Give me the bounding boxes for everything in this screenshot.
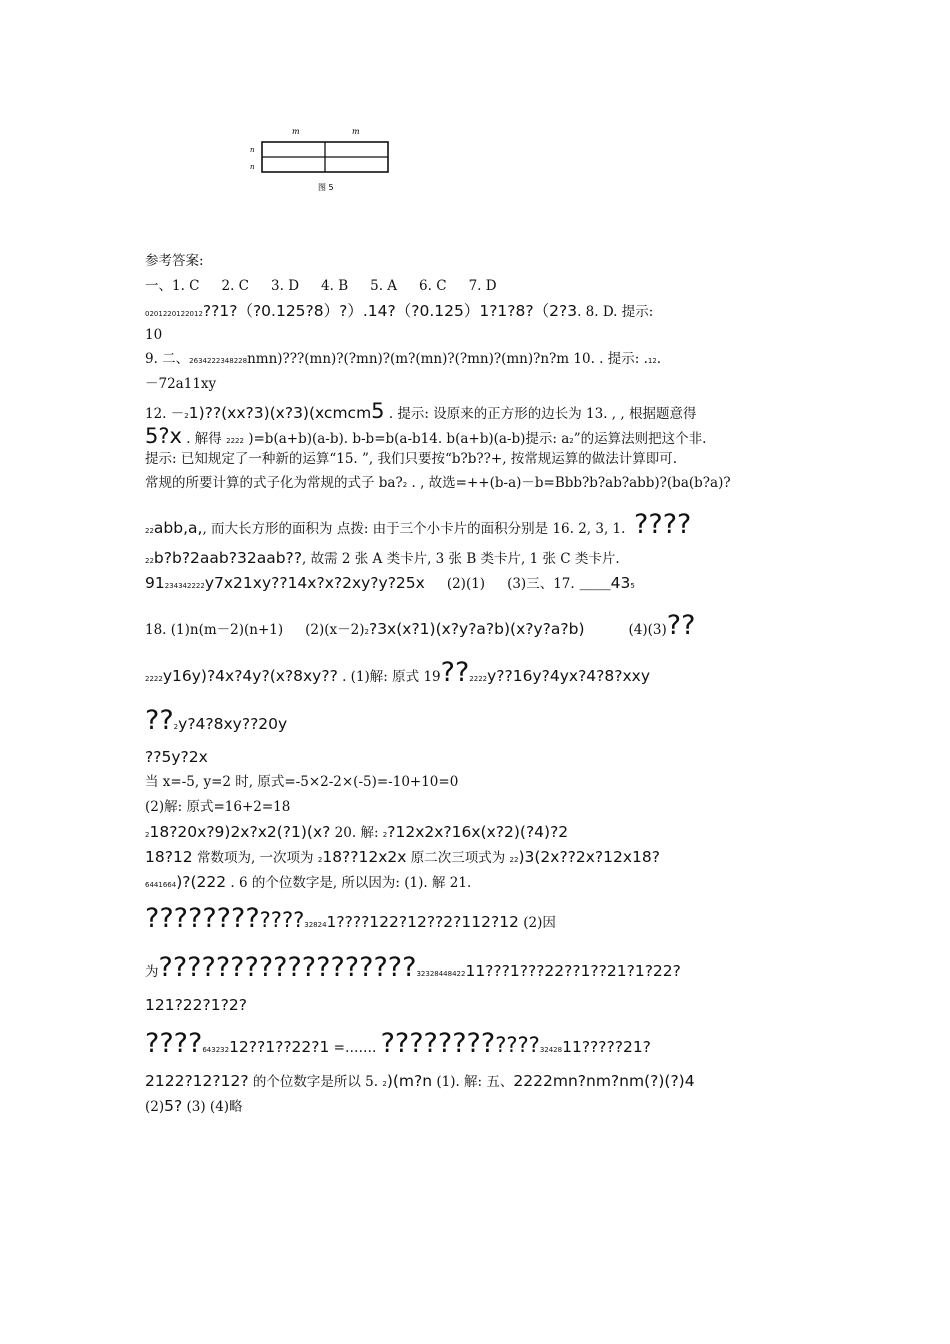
answer-text: . 6 的个位数字是, 所以因为: (1). 解 21. <box>226 875 472 891</box>
garbled-formula: 18?20x?9)2x?x2(?1)(x? <box>149 823 331 841</box>
garbled-index: 2 <box>145 831 150 839</box>
answer-line-19 <box>145 825 568 841</box>
garbled-formula: ＿＿43 <box>574 574 631 592</box>
answer-line-16: ??5y?2x <box>145 748 208 766</box>
answer-text: (2) <box>145 1099 165 1115</box>
answer-line-3: 10 <box>145 327 163 343</box>
answer-item: 7. D <box>468 278 497 294</box>
answer-text: . <box>656 351 662 367</box>
garbled-formula: 11?????21? <box>562 1038 651 1056</box>
answer-line-22 <box>145 905 556 932</box>
garbled-formula: ???? <box>145 1028 203 1059</box>
garbled-formula: 1????122?12??2?112?12 <box>326 913 519 931</box>
answer-line-12 <box>145 576 635 592</box>
answer-line-18: (2)解: 原式=16+2=18 <box>145 799 291 815</box>
garbled-index: 22 <box>145 557 154 565</box>
garbled-formula: 5? <box>164 1097 183 1115</box>
garbled-formula: y7x21xy??14x?x?2xy?y?25x <box>204 574 425 592</box>
garbled-index: 5 <box>630 582 635 590</box>
garbled-index: 2 <box>200 582 205 590</box>
garbled-formula: ?12x2x?16x(x?2)(?4)?2 <box>387 823 569 841</box>
answer-line-14 <box>145 659 650 686</box>
answer-item: 一、1. C <box>145 278 200 294</box>
answer-line-24: 121?22?1?2? <box>145 996 247 1014</box>
garbled-formula: y16y)?4x?4y?(x?8xy?? <box>162 667 338 685</box>
garbled-index: 2222 <box>226 437 244 445</box>
answer-text: 10. . 提示: . <box>569 351 648 367</box>
garbled-formula: ???????? <box>380 1028 496 1059</box>
garbled-formula: 2122?12?12? <box>145 1072 249 1090</box>
garbled-formula: ???? <box>259 908 305 932</box>
answer-line-13 <box>145 612 695 639</box>
answer-line-26 <box>145 1074 695 1090</box>
answer-text: , 而大长方形的面积为 点拨: 由于三个小卡片的面积分别是 16. 2, 3, 1. <box>202 521 626 537</box>
garbled-formula: 18??12x2x <box>322 848 407 866</box>
garbled-formula: )(m?n <box>386 1072 433 1090</box>
rectangle-diagram <box>246 122 396 194</box>
answer-line-5: －72a11xy <box>145 376 217 392</box>
garbled-index: 2 <box>569 437 574 445</box>
col-label-2: m <box>352 127 360 136</box>
answer-text: 原二次三项式为 <box>406 850 510 866</box>
garbled-formula: ??1?（?0.125?8）?）.14?（?0.125）1?1?8?（2?3 <box>202 302 578 320</box>
answer-text: . , 故选=++(b-a)－b=Bbb?b?ab?abb)?(ba(b?a)? <box>407 475 731 491</box>
answer-text: . 提示: 设原来的正方形的边长为 13. , , 根据题意得 <box>384 406 697 422</box>
garbled-formula: ???????? <box>145 903 260 934</box>
answer-text: ”的运算法则把这个非. <box>573 431 707 447</box>
answer-text: (4)(3) <box>628 622 667 638</box>
answer-item: 2. C <box>221 278 250 294</box>
garbled-index: 2222 <box>145 675 163 683</box>
answer-item: 6. C <box>419 278 447 294</box>
answer-text: 的个位数字是所以 5. <box>248 1074 383 1090</box>
answer-line-27 <box>145 1099 243 1115</box>
answer-text: 常规的所要计算的式子化为常规的式子 ba? <box>145 475 403 491</box>
answer-text: =……. <box>329 1040 381 1056</box>
garbled-formula: ?????????????????? <box>158 952 417 983</box>
garbled-formula: 12??1??22?1 <box>229 1038 330 1056</box>
answer-line-9 <box>145 477 731 491</box>
answer-text: (1). 解: 五、 <box>432 1074 514 1090</box>
answer-line-25 <box>145 1030 651 1057</box>
answer-line-7 <box>145 426 706 447</box>
garbled-formula: 18?12 <box>145 848 193 866</box>
garbled-index: 643232 <box>202 1046 230 1054</box>
answer-text: )=b(a+b)(a-b). b-b=b(a-b14. b(a+b)(a-b)提示: a <box>243 431 570 447</box>
answer-text: , 故需 2 张 A 类卡片, 3 张 B 类卡片, 1 张 C 类卡片. <box>302 551 620 567</box>
garbled-formula: nmn)???(mn)?(?mn)?(m?(mn)?(?mn)?(mn)?n?m <box>247 351 570 367</box>
garbled-formula: 2222mn?nm?nm(?)(?)4 <box>513 1072 695 1090</box>
garbled-formula: ?3x(x?1)(x?y?a?b)(x?y?a?b) <box>368 620 585 638</box>
garbled-index: 2 <box>402 481 408 489</box>
answer-text: 20. 解: <box>330 825 383 841</box>
answer-text: (2)(x－2) <box>305 622 365 638</box>
answer-line-10 <box>145 511 691 538</box>
answer-text: (3)三、17. <box>507 576 575 592</box>
garbled-index: 2 <box>364 628 369 636</box>
answer-line-21 <box>145 875 471 891</box>
answer-text: 9. 二、 <box>145 351 190 367</box>
answer-line-23 <box>145 954 681 981</box>
garbled-index: 32824 <box>304 921 327 929</box>
figure-5 <box>246 122 396 194</box>
answer-line-11 <box>145 551 620 567</box>
answer-text: 为 <box>145 964 159 980</box>
answer-item: 3. D <box>271 278 300 294</box>
garbled-formula: ?? <box>145 705 174 736</box>
answer-text: . 8. D. 提示: <box>577 304 654 320</box>
garbled-formula: abb,a, <box>153 519 203 537</box>
garbled-formula: y?4?8xy??20y <box>178 715 288 733</box>
answer-item: 5. A <box>370 278 398 294</box>
row-label-1: n <box>250 146 255 154</box>
garbled-formula: b?b?2aab?32aab?? <box>153 549 302 567</box>
answer-text: (2)(1) <box>446 576 486 592</box>
garbled-index: 22 <box>145 527 154 535</box>
answer-line-6 <box>145 401 696 422</box>
garbled-formula: ?? <box>666 610 696 641</box>
answer-text: 18. (1)n(m－2)(n+1) <box>145 622 284 638</box>
garbled-formula: )?(222 <box>176 873 227 891</box>
answer-line-17: 当 x=-5, y=2 时, 原式=-5×2-2×(-5)=-10+10=0 <box>145 774 459 790</box>
garbled-formula: 11???1???22??1??21?1?22? <box>465 962 681 980</box>
garbled-index: 32428 <box>539 1046 563 1054</box>
garbled-formula: ???? <box>495 1033 540 1057</box>
garbled-index: 2634222348228 <box>189 357 248 365</box>
garbled-index: 23434222 <box>164 582 201 590</box>
garbled-index: 2 <box>184 412 189 420</box>
garbled-index: 2222 <box>469 675 488 683</box>
answer-text: (3) (4)略 <box>182 1099 243 1115</box>
answer-line-20 <box>145 850 660 866</box>
garbled-index: 2 <box>173 723 179 731</box>
answer-text: (2)因 <box>518 915 556 931</box>
answer-text: 12. － <box>145 406 185 422</box>
col-label-1: m <box>292 127 300 136</box>
answer-text: . (1)解: 原式 19 <box>337 669 441 685</box>
garbled-formula: 5?x <box>145 424 182 448</box>
garbled-index: 2 <box>317 856 323 864</box>
garbled-index: 12 <box>647 357 657 365</box>
garbled-index: 6441664 <box>145 881 177 889</box>
answer-heading: 参考答案: <box>145 253 204 269</box>
garbled-formula: 91 <box>145 574 165 592</box>
answer-item: 4. B <box>321 278 349 294</box>
garbled-formula: y??16y?4yx?4?8?xxy <box>487 667 651 685</box>
garbled-formula: 5 <box>371 399 385 423</box>
garbled-index: 2 <box>382 1080 387 1088</box>
garbled-formula: 1)??(xx?3)(x?3)(xcmcm <box>188 404 372 422</box>
garbled-index: 0201220122012 <box>145 310 203 318</box>
answer-line-8: 提示: 已知规定了一种新的运算“15. ”, 我们只要按“b?b??+, 按常规运算的做法计算即可. <box>145 451 678 467</box>
garbled-index: 22 <box>509 856 519 864</box>
answer-line-2 <box>145 304 653 320</box>
garbled-formula: )3(2x??2x?12x18? <box>518 848 661 866</box>
garbled-formula: ?? <box>440 657 470 688</box>
garbled-index: 2 <box>382 831 388 839</box>
answer-line-15 <box>145 707 287 734</box>
answer-line-4 <box>145 353 661 367</box>
answer-line-1 <box>145 280 497 294</box>
garbled-formula: ???? <box>625 509 692 540</box>
answer-text: 常数项为, 一次项为 <box>192 850 318 866</box>
garbled-index: 32328448422 <box>416 970 466 978</box>
figure-caption: 图 5 <box>318 183 334 192</box>
row-label-2: n <box>250 163 255 171</box>
answer-text: . 解得 <box>181 431 227 447</box>
